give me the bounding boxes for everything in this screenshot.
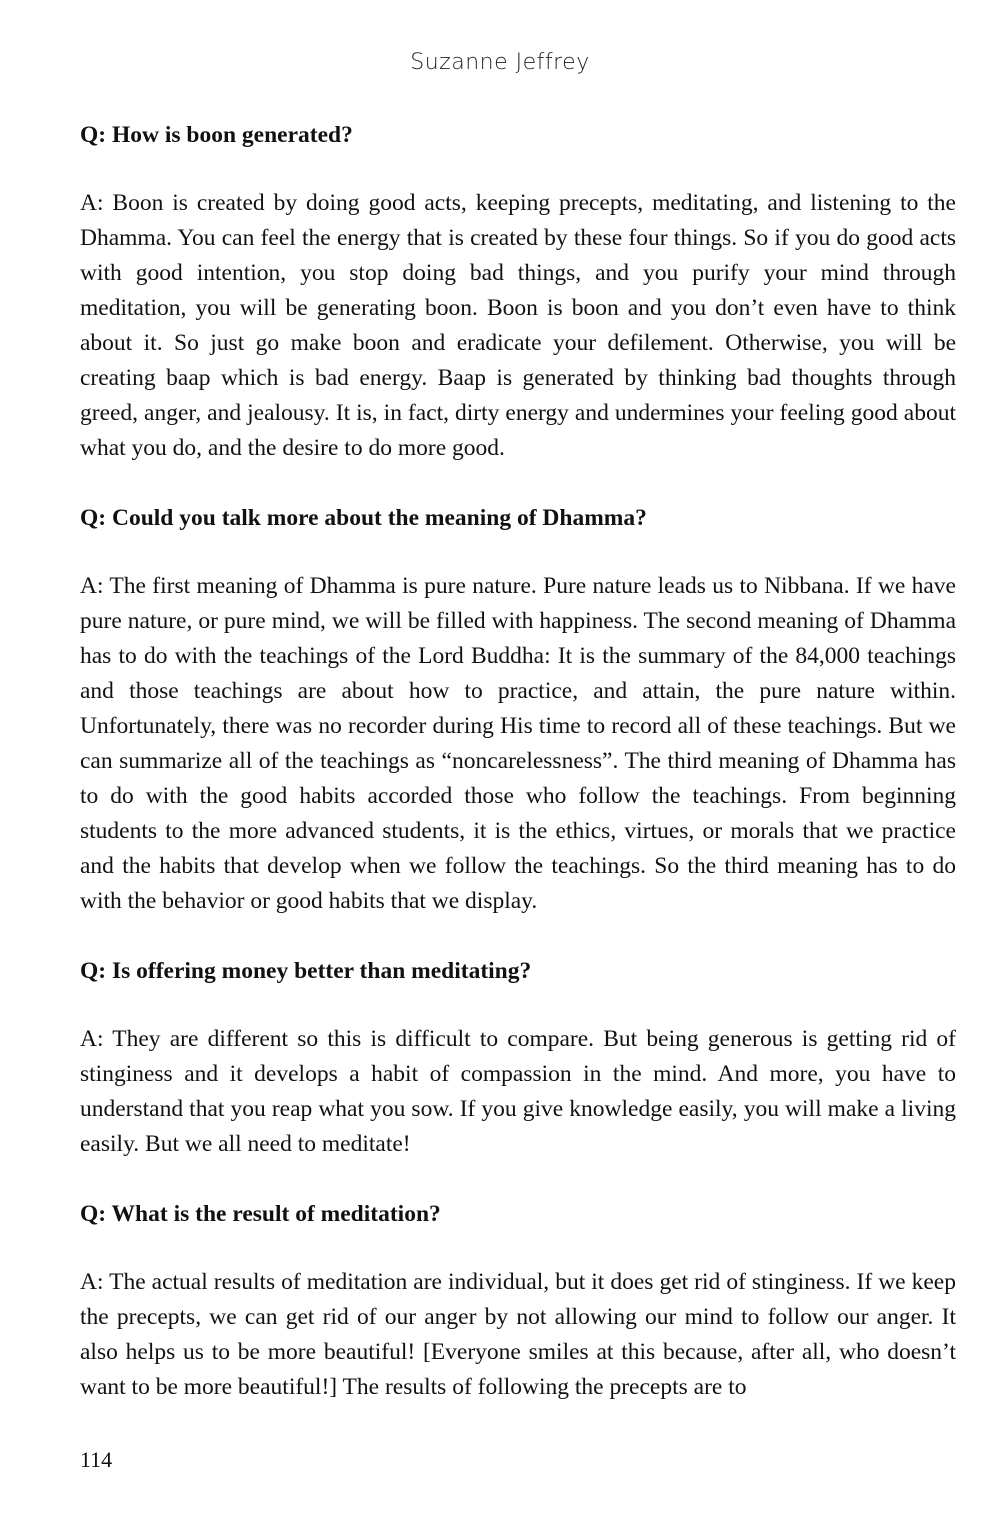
question-heading: Q: How is boon generated?	[80, 122, 353, 148]
answer-paragraph: A: The actual results of meditation are individual, but it does get rid of stinginess. If we keep the precepts, we can get rid of our anger by not allowing our mind to follow our anger. It also helps us to be more beautiful! [Everyone smiles at this because, after all, who doesn’t want to be more beautiful!] The results of following the precepts are to	[80, 1269, 956, 1400]
qa-block-meditation-result	[80, 1197, 956, 1405]
qa-block-offering	[80, 954, 956, 1162]
page-body	[80, 118, 956, 1440]
question-heading: Q: Could you talk more about the meaning of Dhamma?	[80, 505, 647, 531]
answer-paragraph: A: The first meaning of Dhamma is pure nature. Pure nature leads us to Nibbana. If we have pure nature, or pure mind, we will be filled with happiness. The second meaning of Dhamma has to do with the teachings of the Lord Buddha: It is the summary of the 84,000 teachings and those teachings are about how to practice, and attain, the pure nature within. Unfortunately, there was no recorder during His time to record all of these teachings. But we can summarize all of the teachings as “noncarelessness”. The third meaning of Dhamma has to do with the good habits accorded those who follow the teachings. From beginning students to the more advanced students, it is the ethics, virtues, or morals that we practice and the habits that develop when we follow the teachings. So the third meaning has to do with the behavior or good habits that we display.	[80, 573, 956, 914]
running-head-author: Suzanne Jeffrey	[410, 50, 590, 75]
answer-paragraph: A: Boon is created by doing good acts, keeping precepts, meditating, and listening to the Dhamma. You can feel the energy that is created by these four things. So if you do good acts with good intention, you stop doing bad things, and you purify your mind through meditation, you will be generating boon. Boon is boon and you don’t even have to think about it. So just go make boon and eradicate your defilement. Otherwise, you will be creating baap which is bad energy. Baap is generated by thinking bad thoughts through greed, anger, and jealousy. It is, in fact, dirty energy and undermines your feeling good about what you do, and the desire to do more good.	[80, 190, 956, 461]
question-heading: Q: Is offering money better than meditating?	[80, 958, 532, 984]
question-heading: Q: What is the result of meditation?	[80, 1201, 441, 1227]
qa-block-dhamma	[80, 501, 956, 919]
answer-paragraph: A: They are different so this is difficult to compare. But being generous is getting rid of stinginess and it develops a habit of compassion in the mind. And more, you have to understand that you reap what you sow. If you give knowledge easily, you will make a living easily. But we all need to meditate!	[80, 1026, 956, 1157]
page-number: 114	[80, 1447, 113, 1472]
qa-block-boon	[80, 118, 956, 466]
